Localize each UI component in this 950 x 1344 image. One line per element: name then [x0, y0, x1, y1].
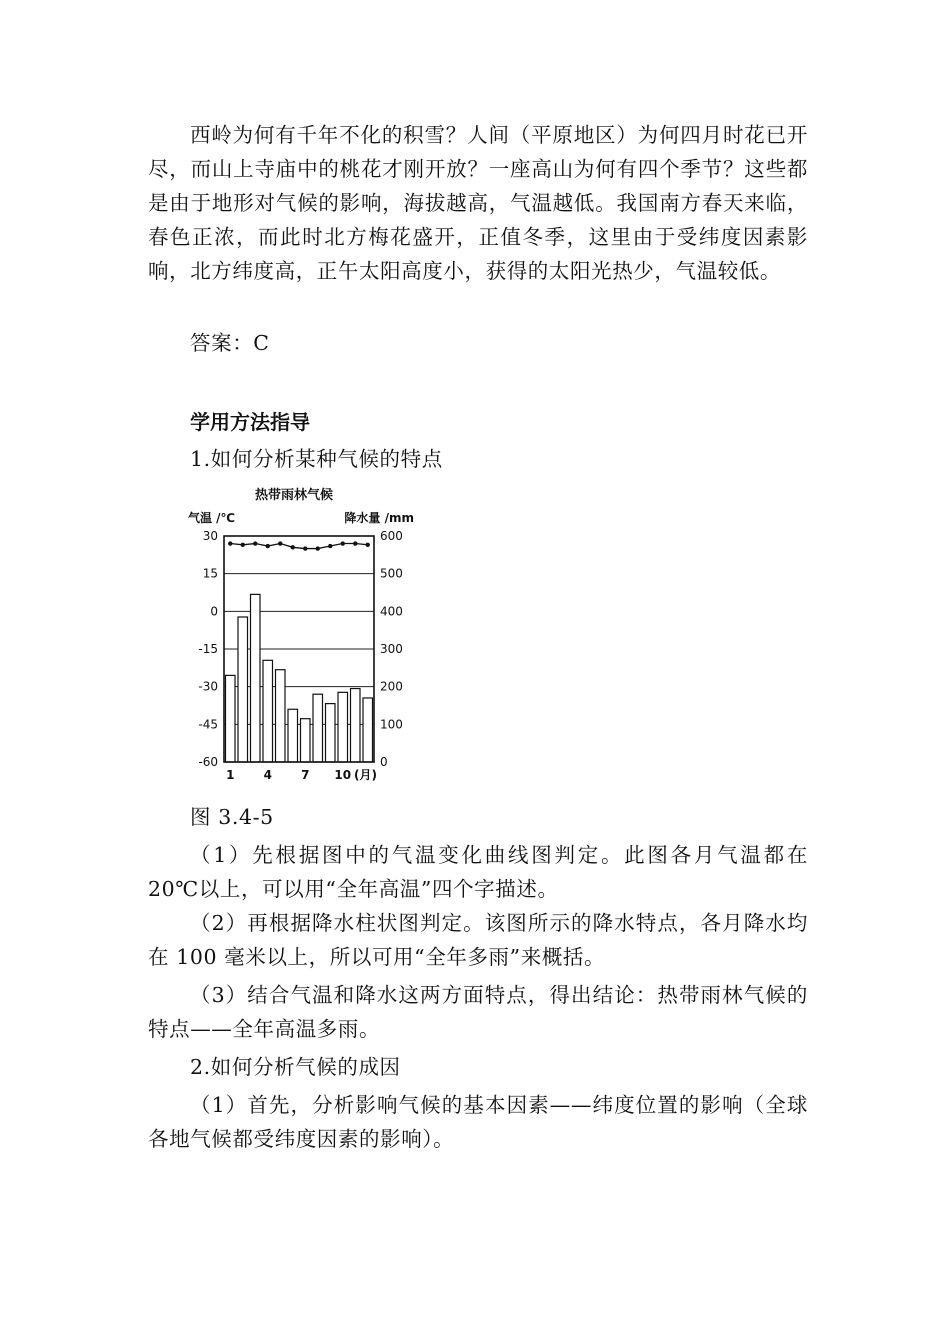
item1-paragraph-3: （3）结合气温和降水这两方面特点，得出结论：热带雨林气候的特点——全年高温多雨。 — [148, 983, 808, 1041]
right-tick-label: 600 — [380, 529, 403, 543]
precipitation-bar — [263, 660, 273, 762]
right-tick-label: 0 — [380, 755, 388, 769]
precipitation-bar — [313, 694, 323, 762]
intro-paragraph: 西岭为何有千年不化的积雪？人间（平原地区）为何四月时花已开尽，而山上寺庙中的桃花才刚开放？一座高山为何有四个季节？这些都是由于地形对气候的影响，海拔越高，气温越低。我国南方春天来临，春色正浓，而此时北方梅花盛开，正值冬季，这里由于受纬度因素影响，北方纬度高，正午太阳高度小，获得的太阳光热少，气温较低。 — [148, 123, 808, 283]
temperature-point — [366, 543, 370, 547]
precipitation-bar — [363, 698, 373, 762]
item2-paragraph-1: （1）首先，分析影响气候的基本因素——纬度位置的影响（全球各地气候都受纬度因素的影响）。 — [148, 1093, 808, 1151]
temperature-point — [253, 541, 257, 545]
item1-paragraph-2: （2）再根据降水柱状图判定。该图所示的降水特点，各月降水均在 100 毫米以上，所以可用“全年多雨”来概括。 — [148, 911, 808, 969]
item1-title: 1.如何分析某种气候的特点 — [190, 447, 443, 471]
temperature-point — [341, 541, 345, 545]
left-tick-label: -60 — [198, 755, 218, 769]
temperature-point — [291, 545, 295, 549]
left-tick-label: 30 — [202, 529, 218, 543]
x-unit-label: (月) — [354, 768, 377, 782]
right-tick-label: 200 — [380, 679, 403, 694]
precipitation-bar — [326, 704, 336, 762]
left-tick-label: -15 — [198, 642, 218, 656]
temperature-point — [316, 546, 320, 550]
precipitation-bar — [338, 692, 348, 762]
temperature-point — [228, 541, 232, 545]
precipitation-bar — [301, 719, 311, 762]
precipitation-bar — [276, 670, 286, 762]
precipitation-bar — [251, 594, 261, 762]
temperature-point — [278, 541, 282, 545]
chart-title: 热带雨林气候 — [254, 488, 334, 503]
precipitation-bar — [226, 675, 236, 762]
climate-chart — [180, 482, 420, 782]
temperature-point — [328, 544, 332, 548]
right-tick-label: 500 — [380, 566, 403, 581]
temperature-line — [230, 544, 368, 549]
temperature-point — [353, 541, 357, 545]
right-tick-label: 100 — [380, 717, 403, 732]
right-axis-label: 降水量 /mm — [344, 511, 414, 525]
x-tick-label: 4 — [263, 768, 272, 782]
precipitation-bar — [351, 689, 361, 762]
item2-title: 2.如何分析气候的成因 — [190, 1055, 401, 1079]
figure-caption: 图 3.4-5 — [190, 805, 274, 829]
answer-line: 答案：C — [190, 331, 270, 355]
left-tick-label: 0 — [210, 604, 218, 619]
left-tick-label: -30 — [198, 679, 218, 694]
precipitation-bar — [238, 617, 248, 762]
section-heading: 学用方法指导 — [190, 410, 310, 434]
temperature-point — [241, 543, 245, 547]
temperature-point — [266, 544, 270, 548]
x-tick-label: 7 — [301, 768, 310, 782]
left-tick-label: 15 — [202, 566, 218, 581]
item1-paragraph-1: （1）先根据图中的气温变化曲线图判定。此图各月气温都在 20℃以上，可以用“全年高温”四个字描述。 — [148, 843, 808, 901]
precipitation-bar — [288, 709, 298, 762]
right-tick-label: 400 — [380, 604, 403, 619]
left-axis-label: 气温 /℃ — [188, 511, 236, 525]
x-tick-label: 10 — [334, 768, 352, 782]
left-tick-label: -45 — [198, 717, 218, 732]
temperature-point — [303, 546, 307, 550]
x-tick-label: 1 — [226, 768, 235, 782]
right-tick-label: 300 — [380, 642, 403, 656]
